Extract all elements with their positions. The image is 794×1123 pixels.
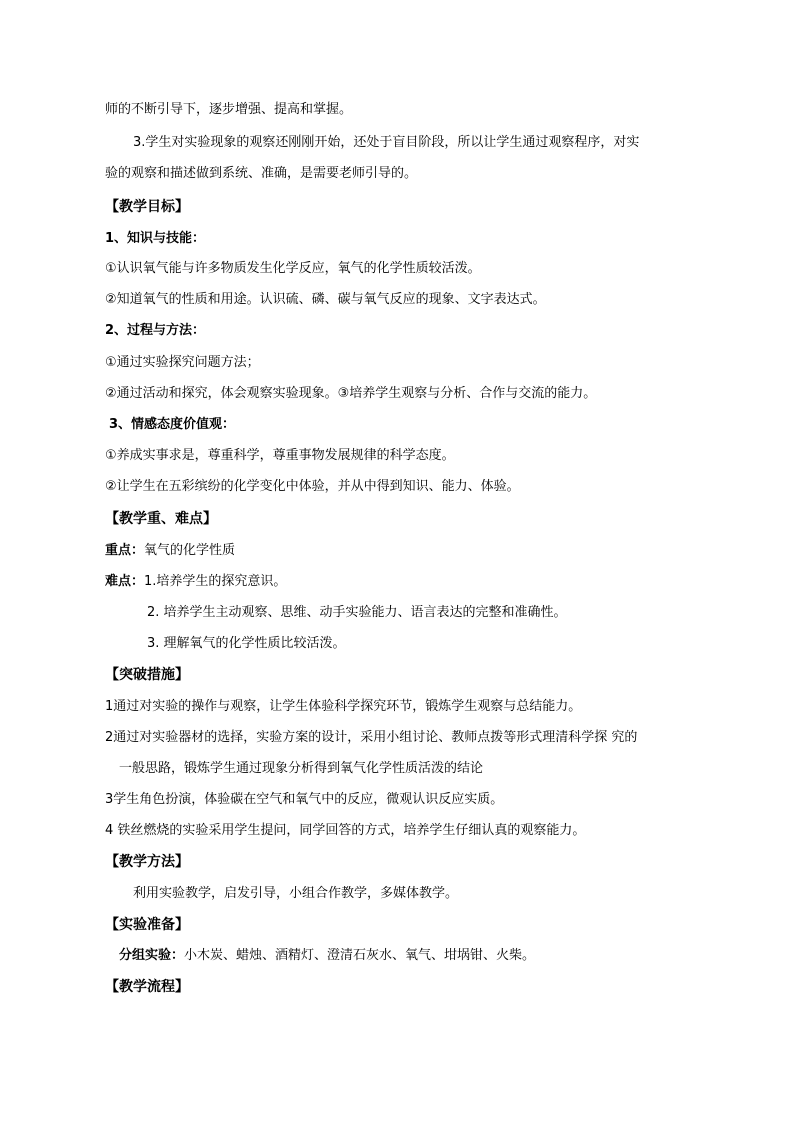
difficult-point-1: 1.培养学生的探究意识。	[144, 574, 287, 589]
difficult-point-2: 2. 培养学生主动观察、思维、动手实验能力、语言表达的完整和准确性。	[147, 605, 567, 620]
keypoints-heading: 【教学重、难点】	[105, 511, 217, 527]
breakthrough-item-4: 4 铁丝燃烧的实验采用学生提问，同学回答的方式，培养学生仔细认真的观察能力。	[105, 823, 586, 838]
intro-line-2: 3.学生对实验现象的观察还刚刚开始，还处于盲目阶段，所以让学生通过观察程序，对实	[133, 135, 640, 150]
key-point-row	[105, 542, 235, 560]
process-item-2: ②通过活动和探究，体会观察实验现象。③培养学生观察与分析、合作与交流的能力。	[105, 386, 597, 401]
preparation-heading: 【实验准备】	[105, 917, 189, 933]
intro-line-1: 师的不断引导下，逐步增强、提高和掌握。	[105, 102, 353, 117]
breakthrough-item-3: 3学生角色扮演，体验碳在空气和氧气中的反应，微观认识反应实质。	[105, 792, 504, 807]
methods-heading: 【教学方法】	[105, 854, 189, 870]
goals-heading: 【教学目标】	[105, 199, 189, 215]
knowledge-title: 1、知识与技能：	[105, 231, 206, 246]
intro-line-3: 验的观察和描述做到系统、准确，是需要老师引导的。	[105, 166, 418, 181]
key-point-text: 氧气的化学性质	[144, 543, 236, 558]
preparation-text: 小木炭、蜡烛、酒精灯、澄清石灰水、氧气、坩埚钳、火柴。	[184, 948, 536, 963]
key-point-label: 重点：	[105, 543, 145, 558]
breakthrough-heading: 【突破措施】	[105, 667, 189, 683]
difficult-point-row	[105, 573, 286, 591]
process-title: 2、过程与方法：	[105, 323, 206, 338]
difficult-point-label: 难点：	[105, 574, 145, 589]
knowledge-item-2: ②知道氧气的性质和用途。认识硫、磷、碳与氧气反应的现象、文字表达式。	[105, 292, 546, 307]
difficult-point-3: 3. 理解氧气的化学性质比较活泼。	[147, 636, 346, 651]
process-item-1: ①通过实验探究问题方法；	[105, 355, 260, 370]
flow-heading: 【教学流程】	[105, 979, 189, 995]
methods-text: 利用实验教学，启发引导，小组合作教学，多媒体教学。	[133, 886, 459, 901]
preparation-row	[119, 947, 535, 965]
breakthrough-item-2: 2通过对实验器材的选择，实验方案的设计，采用小组讨论、教师点拨等形式理清科学探 究的	[105, 730, 638, 745]
attitude-item-1: ①养成实事求是，尊重科学，尊重事物发展规律的科学态度。	[105, 448, 455, 463]
breakthrough-item-2-cont: 一般思路，锻炼学生通过现象分析得到氧气化学性质活泼的结论	[119, 761, 484, 776]
attitude-title: 3、情感态度价值观：	[109, 417, 236, 432]
preparation-label: 分组实验：	[119, 948, 185, 963]
attitude-item-2: ②让学生在五彩缤纷的化学变化中体验，并从中得到知识、能力、体验。	[105, 479, 520, 494]
knowledge-item-1: ①认识氧气能与许多物质发生化学反应，氧气的化学性质较活泼。	[105, 261, 481, 276]
breakthrough-item-1: 1通过对实验的操作与观察，让学生体验科学探究环节，锻炼学生观察与总结能力。	[105, 699, 582, 714]
